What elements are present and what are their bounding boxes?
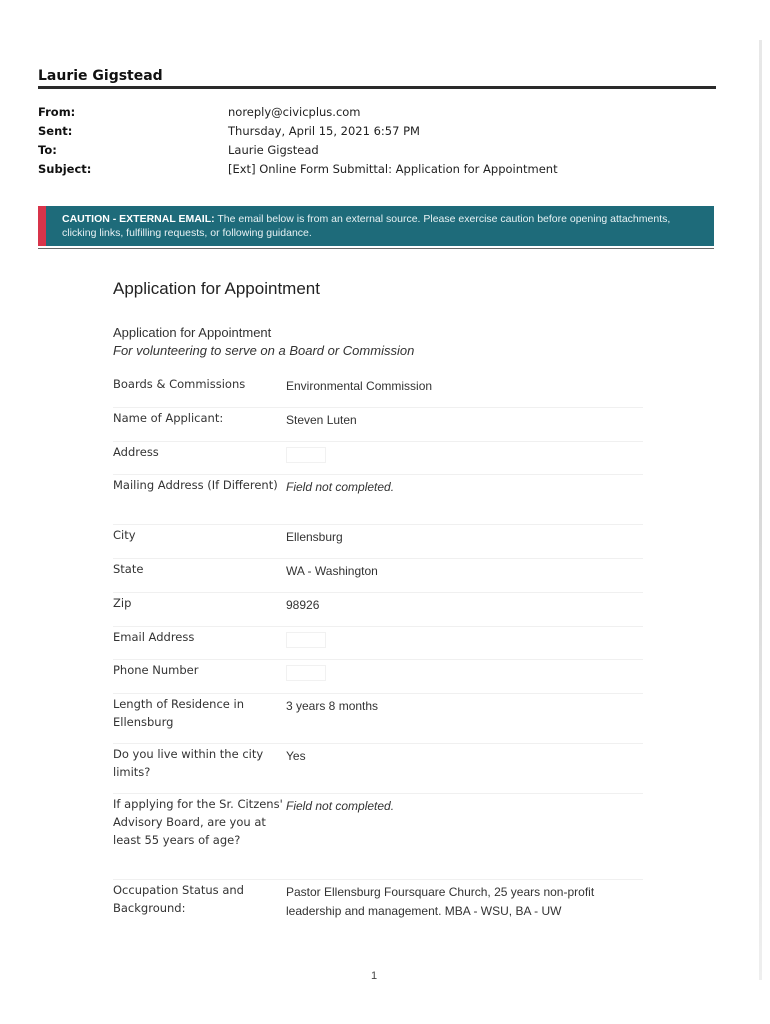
header-sent bbox=[38, 124, 678, 143]
field-row-address bbox=[113, 442, 643, 475]
redacted-value bbox=[286, 665, 326, 681]
form-title: Application for Appointment bbox=[113, 279, 320, 298]
page-number: 1 bbox=[371, 970, 378, 982]
field-row-boards bbox=[113, 374, 643, 408]
header-label: To: bbox=[38, 143, 57, 157]
field-value: WA - Washington bbox=[286, 564, 378, 578]
field-value: 3 years 8 months bbox=[286, 699, 379, 713]
form-subtitle: Application for Appointment bbox=[113, 325, 272, 340]
field-label: Phone Number bbox=[113, 663, 199, 677]
external-email-warning-banner bbox=[38, 206, 714, 246]
header-value: [Ext] Online Form Submittal: Application for Appointment bbox=[228, 162, 558, 176]
field-value: Pastor Ellensburg Foursquare Church, 25 years non-profit leadership and management. MBA - WSU, BA - UW bbox=[286, 885, 595, 918]
header-from bbox=[38, 105, 678, 124]
field-row-zip bbox=[113, 593, 643, 627]
field-value: Ellensburg bbox=[286, 530, 343, 544]
field-value bbox=[286, 442, 643, 474]
field-row-residence-length bbox=[113, 694, 643, 744]
field-label: Email Address bbox=[113, 630, 195, 644]
page-edge-shadow bbox=[759, 40, 762, 980]
field-label: Do you live within the city limits? bbox=[113, 747, 264, 779]
field-row-mailing-address bbox=[113, 475, 643, 525]
field-row-email bbox=[113, 627, 643, 660]
field-row-phone bbox=[113, 660, 643, 694]
field-value: Environmental Commission bbox=[286, 379, 433, 393]
field-label: Address bbox=[113, 445, 159, 459]
field-value: Steven Luten bbox=[286, 413, 357, 427]
field-value: Yes bbox=[286, 749, 306, 763]
field-label: State bbox=[113, 562, 144, 576]
sender-name: Laurie Gigstead bbox=[38, 68, 163, 84]
redacted-value bbox=[286, 447, 326, 463]
field-value: Field not completed. bbox=[286, 799, 395, 813]
header-to bbox=[38, 143, 678, 162]
caution-heading: CAUTION - EXTERNAL EMAIL: bbox=[62, 213, 215, 225]
field-label: Mailing Address (If Different) bbox=[113, 478, 278, 492]
form-tagline: For volunteering to serve on a Board or Commission bbox=[113, 343, 415, 358]
field-row-applicant-name bbox=[113, 408, 643, 442]
field-label: Boards & Commissions bbox=[113, 377, 246, 391]
field-value: 98926 bbox=[286, 598, 320, 612]
redacted-value bbox=[286, 632, 326, 648]
header-label: From: bbox=[38, 105, 76, 119]
caution-text: The email below is from an external source. Please exercise caution before opening attachments, clicking links, fulfilling requests, or following guidance. bbox=[62, 213, 671, 239]
field-label: Name of Applicant: bbox=[113, 411, 224, 425]
header-divider bbox=[38, 86, 716, 89]
field-value bbox=[286, 660, 643, 693]
field-value: Field not completed. bbox=[286, 480, 395, 494]
header-value: Thursday, April 15, 2021 6:57 PM bbox=[228, 124, 420, 138]
field-row-city-limits bbox=[113, 744, 643, 794]
header-value: Laurie Gigstead bbox=[228, 143, 319, 157]
field-row-occupation bbox=[113, 880, 643, 930]
banner-divider bbox=[38, 248, 714, 249]
field-row-state bbox=[113, 559, 643, 593]
header-label: Subject: bbox=[38, 162, 92, 176]
field-label: City bbox=[113, 528, 136, 542]
field-row-city bbox=[113, 525, 643, 559]
field-label: Length of Residence in Ellensburg bbox=[113, 697, 244, 729]
field-value bbox=[286, 627, 643, 659]
header-value[interactable]: noreply@civicplus.com bbox=[228, 105, 361, 119]
email-headers bbox=[38, 105, 678, 181]
field-row-age-check bbox=[113, 794, 643, 880]
header-label: Sent: bbox=[38, 124, 73, 138]
form-fields bbox=[113, 374, 643, 930]
field-label: Zip bbox=[113, 596, 132, 610]
field-label: If applying for the Sr. Citzens' Advisory Board, are you at least 55 years of age? bbox=[113, 797, 283, 847]
header-subject bbox=[38, 162, 678, 181]
field-label: Occupation Status and Background: bbox=[113, 883, 244, 915]
